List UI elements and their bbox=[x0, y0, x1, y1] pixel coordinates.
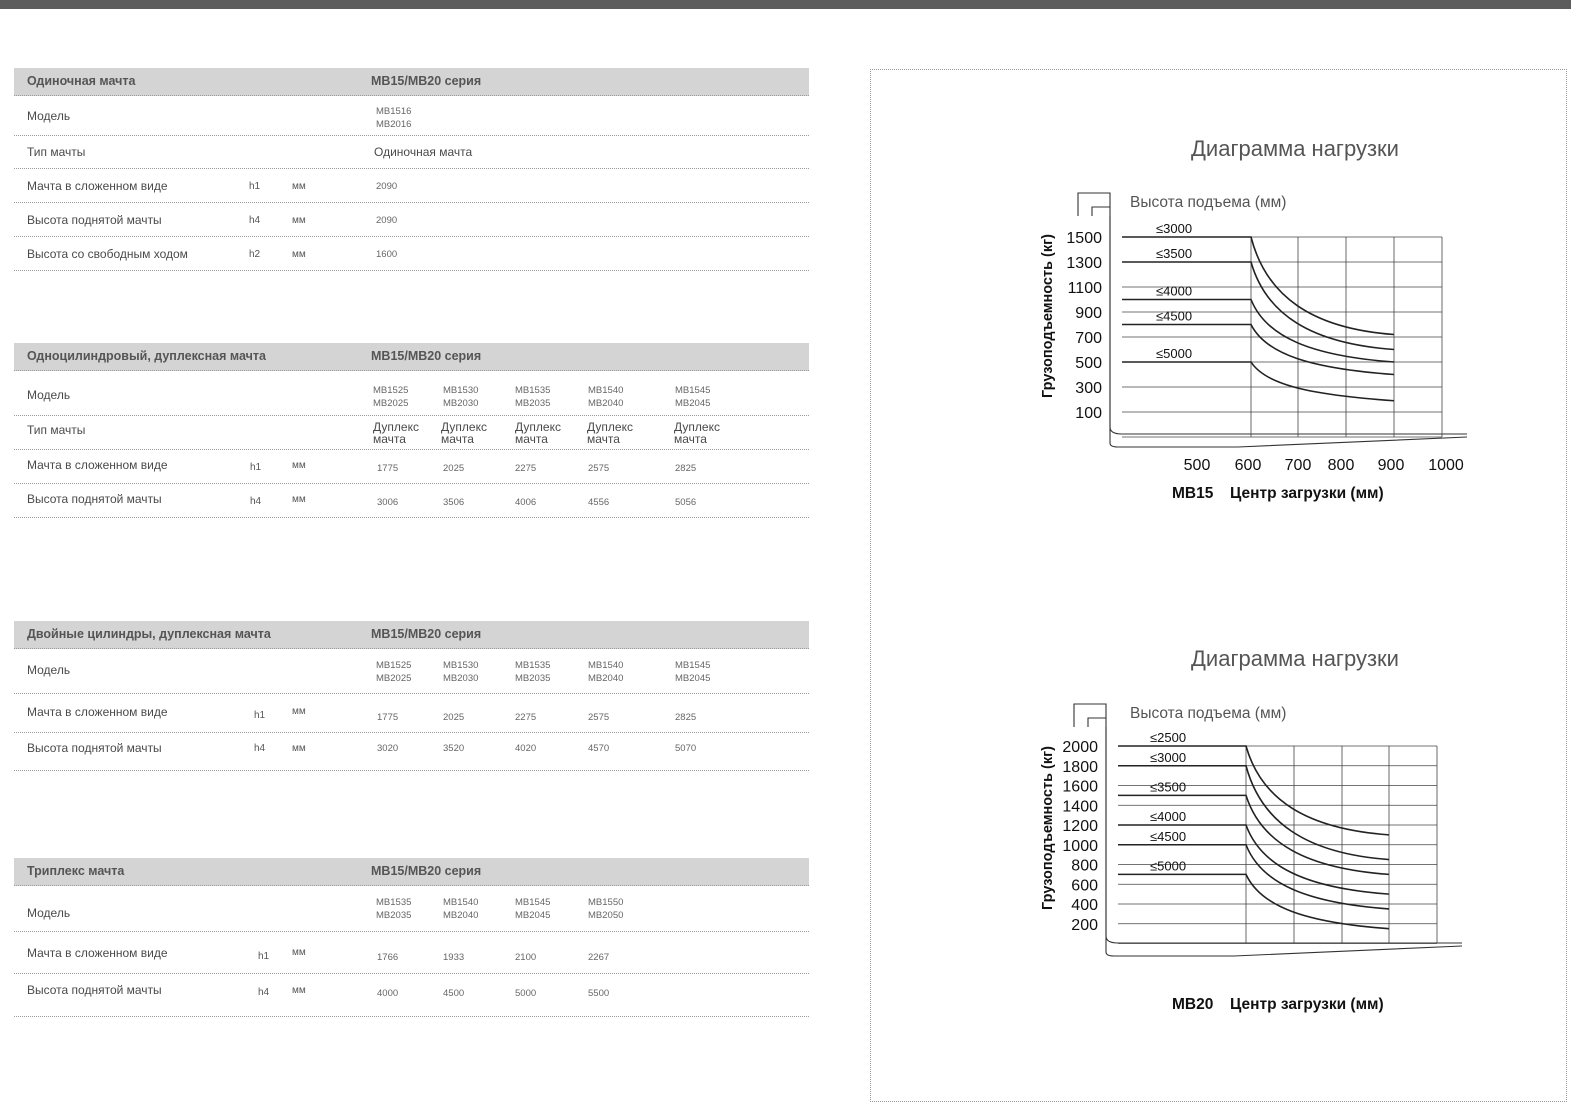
cell-value: 4556 bbox=[588, 497, 610, 508]
model-line: MB1550 bbox=[588, 897, 624, 908]
table-title: Двойные цилиндры, дуплексная мачта bbox=[27, 627, 271, 641]
model-line: MB2025 bbox=[373, 398, 409, 409]
y-tick-label: 300 bbox=[1075, 380, 1102, 397]
x-tick-label: 900 bbox=[1377, 457, 1405, 474]
y-tick-label: 1500 bbox=[1066, 230, 1102, 247]
table-series: MB15/MB20 серия bbox=[371, 349, 482, 363]
x-tick-label: 1000 bbox=[1428, 457, 1464, 474]
y-tick-label: 1800 bbox=[1062, 758, 1098, 776]
row-symbol: h4 bbox=[258, 987, 270, 998]
cell-value: 2025 bbox=[443, 463, 465, 474]
table-series: MB15/MB20 серия bbox=[371, 74, 482, 88]
model-line: MB2016 bbox=[376, 119, 412, 130]
row-label: Модель bbox=[27, 388, 71, 402]
series-name: ≤5000 bbox=[1156, 346, 1193, 361]
row-label: Мачта в сложенном виде bbox=[27, 946, 168, 960]
model-line: MB2030 bbox=[443, 673, 479, 684]
chart-title: Диаграмма нагрузки bbox=[1191, 646, 1399, 671]
x-tick-label: 500 bbox=[1183, 457, 1211, 474]
y-tick-label: 600 bbox=[1071, 877, 1098, 895]
row-symbol: h2 bbox=[249, 249, 261, 260]
row-symbol: h4 bbox=[249, 215, 261, 226]
table-title: Одноцилиндровый, дуплексная мачта bbox=[27, 349, 266, 363]
cell-value: Одиночная мачта bbox=[374, 145, 473, 159]
x-tick-label: 600 bbox=[1234, 457, 1262, 474]
model-line: MB1525 bbox=[376, 660, 412, 671]
row-symbol: h1 bbox=[249, 181, 261, 192]
row-label: Высота поднятой мачты bbox=[27, 983, 162, 997]
cell-value: 2825 bbox=[675, 712, 697, 723]
model-line: MB2040 bbox=[443, 910, 479, 921]
model-label: MB20 bbox=[1172, 996, 1214, 1013]
mast-outline bbox=[1078, 193, 1110, 216]
row-label: Высота поднятой мачты bbox=[27, 741, 162, 755]
row-label: Мачта в сложенном виде bbox=[27, 458, 168, 472]
model-line: MB1540 bbox=[588, 660, 624, 671]
model-line: MB2040 bbox=[588, 673, 624, 684]
fork-outline bbox=[1110, 427, 1467, 434]
row-label: Высота со свободным ходом bbox=[27, 247, 188, 261]
y-tick-label: 900 bbox=[1075, 305, 1102, 322]
cell-value: 1766 bbox=[377, 952, 399, 963]
y-tick-label: 2000 bbox=[1062, 739, 1098, 756]
x-axis-label: Центр загрузки (мм) bbox=[1230, 485, 1384, 502]
row-label: Тип мачты bbox=[27, 145, 86, 159]
type-line: мачта bbox=[373, 432, 406, 446]
model-line: MB1525 bbox=[373, 385, 409, 396]
model-line: MB1516 bbox=[376, 106, 412, 117]
model-line: MB2045 bbox=[675, 398, 711, 409]
row-symbol: h4 bbox=[250, 496, 262, 507]
cell-value: 2275 bbox=[515, 463, 537, 474]
cell-value: 4570 bbox=[588, 743, 610, 754]
cell-value: 2090 bbox=[376, 215, 398, 226]
row-unit: мм bbox=[292, 743, 306, 754]
series-name: ≤3000 bbox=[1156, 221, 1193, 236]
row-label: Модель bbox=[27, 663, 71, 677]
row-label: Высота поднятой мачты bbox=[27, 213, 162, 227]
y-tick-label: 800 bbox=[1071, 857, 1098, 875]
y-axis-label: Грузоподъемность (кг) bbox=[1040, 745, 1056, 911]
mast-outline bbox=[1074, 704, 1106, 727]
series-name: ≤4500 bbox=[1150, 828, 1187, 844]
chart-title: Диаграмма нагрузки bbox=[1191, 136, 1399, 161]
model-line: MB2030 bbox=[443, 398, 479, 409]
row-symbol: h4 bbox=[254, 743, 266, 754]
cell-value: 3506 bbox=[443, 497, 465, 508]
model-line: MB1545 bbox=[675, 660, 711, 671]
y-tick-label: 1100 bbox=[1067, 280, 1102, 297]
type-line: Дуплекс bbox=[674, 420, 720, 434]
row-unit: мм bbox=[292, 215, 306, 226]
cell-value: 4500 bbox=[443, 988, 465, 999]
row-symbol: h1 bbox=[258, 951, 270, 962]
series-name: ≤5000 bbox=[1150, 858, 1187, 874]
row-unit: мм bbox=[292, 985, 306, 996]
cell-value: 2100 bbox=[515, 952, 537, 963]
cell-value: 4000 bbox=[377, 988, 399, 999]
model-line: MB1545 bbox=[515, 897, 551, 908]
y-tick-label: 1600 bbox=[1062, 778, 1098, 796]
type-line: Дуплекс bbox=[587, 420, 633, 434]
row-label: Модель bbox=[27, 109, 71, 123]
cell-value: 1775 bbox=[377, 463, 399, 474]
cell-value: 4006 bbox=[515, 497, 537, 508]
cell-value: 2025 bbox=[443, 712, 465, 723]
model-line: MB1530 bbox=[443, 660, 479, 671]
type-line: мачта bbox=[515, 432, 548, 446]
y-tick-label: 1200 bbox=[1062, 818, 1098, 835]
type-line: Дуплекс bbox=[373, 420, 419, 434]
row-symbol: h1 bbox=[254, 710, 266, 721]
row-unit: мм bbox=[292, 181, 306, 192]
row-symbol: h1 bbox=[250, 462, 262, 473]
row-label: Мачта в сложенном виде bbox=[27, 179, 168, 193]
type-line: мачта bbox=[674, 432, 707, 446]
model-line: MB1535 bbox=[376, 897, 412, 908]
y-tick-label: 400 bbox=[1071, 897, 1098, 914]
cell-value: 2275 bbox=[515, 712, 537, 723]
cell-value: 5070 bbox=[675, 743, 697, 754]
row-label: Высота поднятой мачты bbox=[27, 492, 162, 506]
row-unit: мм bbox=[292, 947, 306, 958]
row-unit: мм bbox=[292, 249, 306, 260]
model-line: MB1535 bbox=[515, 660, 551, 671]
table-series: MB15/MB20 серия bbox=[371, 864, 482, 878]
model-line: MB2035 bbox=[515, 673, 551, 684]
cell-value: 2090 bbox=[376, 181, 398, 192]
model-line: MB2045 bbox=[515, 910, 551, 921]
cell-value: 3006 bbox=[377, 497, 399, 508]
series-label: Высота подъема (мм) bbox=[1130, 194, 1287, 211]
series-name: ≤4000 bbox=[1156, 283, 1193, 299]
model-line: MB2035 bbox=[376, 910, 412, 921]
x-tick-label: 700 bbox=[1284, 457, 1312, 474]
y-tick-label: 200 bbox=[1071, 916, 1098, 934]
x-axis-label: Центр загрузки (мм) bbox=[1230, 996, 1384, 1013]
row-label: Модель bbox=[27, 906, 71, 920]
row-unit: мм bbox=[292, 494, 306, 505]
model-line: MB1540 bbox=[588, 385, 624, 396]
series-label: Высота подъема (мм) bbox=[1130, 705, 1287, 722]
series-name: ≤3000 bbox=[1150, 749, 1187, 765]
model-line: MB2050 bbox=[588, 910, 624, 921]
model-line: MB2040 bbox=[588, 398, 624, 409]
model-line: MB2045 bbox=[675, 673, 711, 684]
row-label: Тип мачты bbox=[27, 423, 86, 437]
model-line: MB1545 bbox=[675, 385, 711, 396]
model-line: MB1535 bbox=[515, 385, 551, 396]
y-tick-label: 100 bbox=[1075, 405, 1102, 422]
cell-value: 2267 bbox=[588, 952, 610, 963]
y-tick-label: 1300 bbox=[1066, 255, 1102, 272]
model-line: MB1540 bbox=[443, 897, 479, 908]
type-line: мачта bbox=[441, 432, 474, 446]
table-title: Одиночная мачта bbox=[27, 74, 136, 88]
table-series: MB15/MB20 серия bbox=[371, 627, 482, 641]
series-line bbox=[1122, 262, 1394, 350]
y-tick-label: 1000 bbox=[1062, 837, 1098, 855]
type-line: Дуплекс bbox=[515, 420, 561, 434]
type-line: мачта bbox=[587, 432, 620, 446]
row-unit: мм bbox=[292, 706, 306, 717]
cell-value: 2575 bbox=[588, 712, 610, 723]
y-axis-label: Грузоподъемность (кг) bbox=[1040, 233, 1056, 399]
series-name: ≤4000 bbox=[1150, 809, 1187, 824]
cell-value: 1600 bbox=[376, 249, 398, 260]
model-line: MB1530 bbox=[443, 385, 479, 396]
cell-value: 5500 bbox=[588, 988, 610, 999]
y-tick-label: 500 bbox=[1075, 355, 1102, 372]
cell-value: 5000 bbox=[515, 988, 537, 999]
series-line bbox=[1122, 362, 1394, 401]
cell-value: 4020 bbox=[515, 743, 537, 754]
series-name: ≤3500 bbox=[1150, 779, 1187, 795]
series-line bbox=[1118, 874, 1389, 928]
table-title: Триплекс мачта bbox=[27, 864, 125, 878]
series-name: ≤2500 bbox=[1150, 730, 1187, 745]
x-tick-label: 800 bbox=[1327, 457, 1355, 474]
cell-value: 2575 bbox=[588, 463, 610, 474]
model-label: MB15 bbox=[1172, 485, 1214, 502]
fork-outline bbox=[1106, 936, 1462, 943]
cell-value: 3520 bbox=[443, 743, 465, 754]
row-unit: мм bbox=[292, 460, 306, 471]
cell-value: 1933 bbox=[443, 952, 465, 963]
cell-value: 2825 bbox=[675, 463, 697, 474]
model-line: MB2025 bbox=[376, 673, 412, 684]
series-name: ≤4500 bbox=[1156, 308, 1193, 324]
y-tick-label: 1400 bbox=[1062, 798, 1098, 816]
cell-value: 5056 bbox=[675, 497, 697, 508]
y-tick-label: 700 bbox=[1075, 330, 1102, 347]
series-name: ≤3500 bbox=[1156, 246, 1193, 261]
cell-value: 1775 bbox=[377, 712, 399, 723]
cell-value: 3020 bbox=[377, 743, 399, 754]
model-line: MB2035 bbox=[515, 398, 551, 409]
row-label: Мачта в сложенном виде bbox=[27, 705, 168, 719]
type-line: Дуплекс bbox=[441, 420, 487, 434]
